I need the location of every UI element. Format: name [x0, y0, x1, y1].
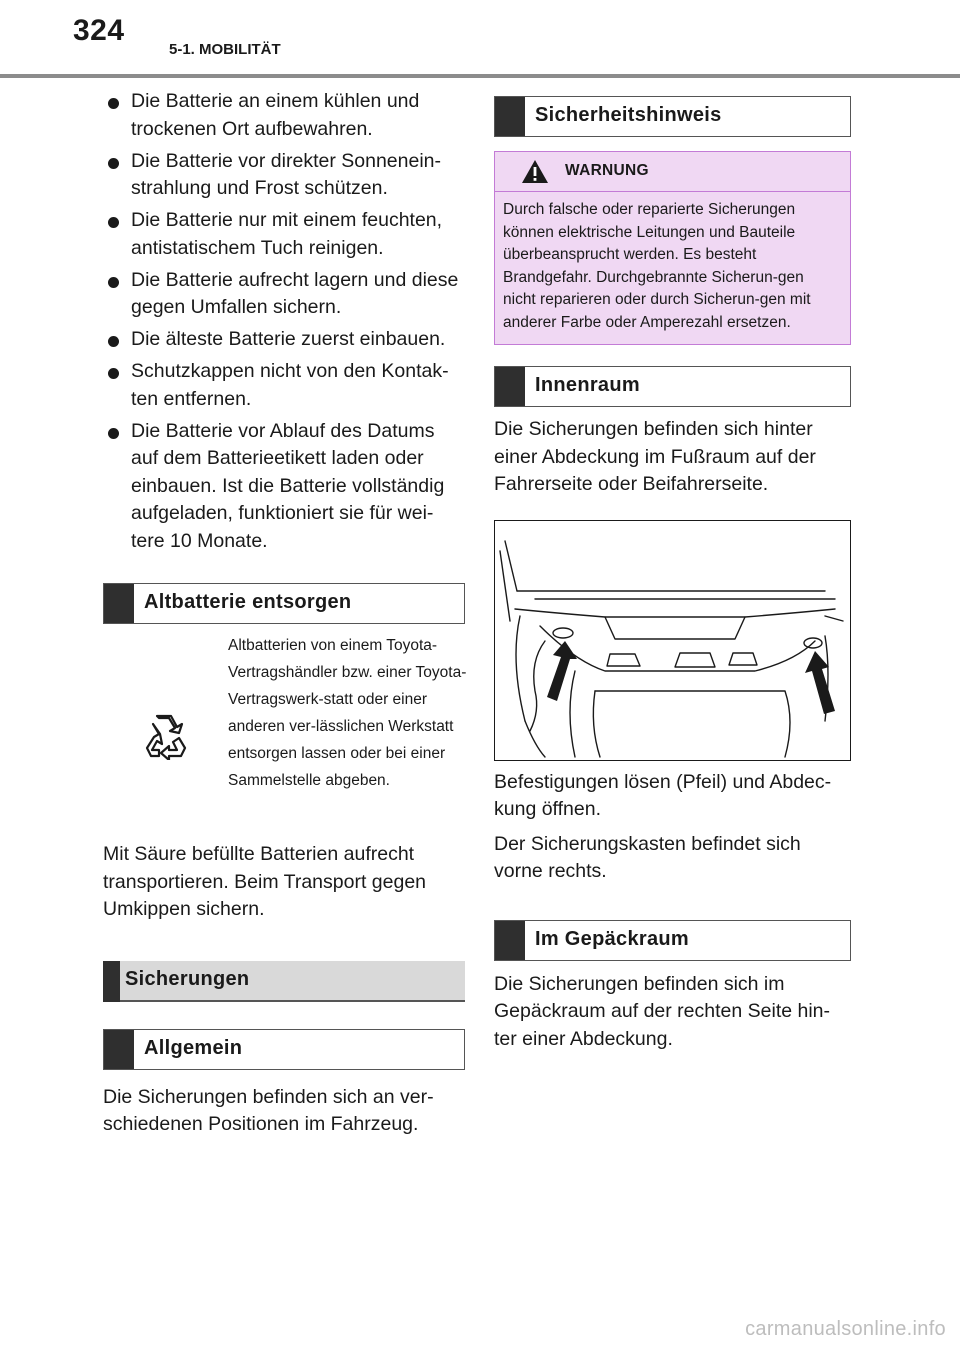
- bullet-item: Die älteste Batterie zuerst einbauen.: [103, 326, 465, 354]
- gepaeckraum-paragraph: Die Sicherungen befinden sich im Gepäckraum auf der rechten Seite hin-ter einer Abdeckung.: [494, 972, 831, 1050]
- transport-paragraph: Mit Säure befüllte Batterien aufrecht transportieren. Beim Transport gegen Umkippen sichern.: [103, 843, 427, 920]
- left-column: [103, 88, 465, 1139]
- bullet-item: Schutzkappen nicht von den Kontak-ten entfernen.: [103, 358, 465, 413]
- watermark: carmanualsonline.info: [745, 1318, 946, 1340]
- bullet-item: Die Batterie vor direkter Sonnenein-strahlung und Frost schützen.: [103, 148, 465, 203]
- heading-bar: [104, 584, 134, 623]
- warning-label: WARNUNG: [565, 162, 649, 179]
- bullet-dot-icon: [108, 158, 119, 169]
- heading-sicherungen: Sicherungen: [103, 961, 465, 1002]
- heading-innenraum: Innenraum: [494, 366, 851, 407]
- bullet-dot-icon: [108, 277, 119, 288]
- heading-bar: [104, 1030, 134, 1069]
- page-number: 324: [73, 14, 125, 47]
- sicherungskasten-paragraph: Der Sicherungskasten befindet sich vorne rechts.: [494, 832, 801, 882]
- heading-altbatterie: Altbatterie entsorgen: [103, 583, 465, 624]
- bullet-dot-icon: [108, 428, 119, 439]
- heading-bar: [495, 921, 525, 960]
- recycle-text: Altbatterien von einem Toyota-Vertragshändler bzw. einer Toyota-Vertragswerk-statt oder einer anderen ver-lässlichen Werkstatt entsorgen lassen oder bei einer Sammelstelle abgeben.: [228, 637, 467, 789]
- section-title: 5-1. MOBILITÄT: [169, 41, 281, 58]
- page-header: [0, 0, 960, 80]
- bullet-item: Die Batterie aufrecht lagern und diese gegen Umfallen sichern.: [103, 267, 465, 322]
- footwell-cover-illustration: [494, 520, 851, 761]
- heading-gepaeckraum: Im Gepäckraum: [494, 920, 851, 961]
- bullet-item: Die Batterie vor Ablauf des Datums auf dem Batterieetikett laden oder einbauen. Ist die Batterie vollständig aufgeladen, funktioniert sie für wei-tere 10 Monate.: [103, 418, 465, 556]
- innenraum-paragraph: Die Sicherungen befinden sich hinter einer Abdeckung im Fußraum auf der Fahrerseite oder Beifahrerseite.: [494, 418, 816, 495]
- heading-bar: [495, 367, 525, 406]
- warning-header: [495, 152, 850, 192]
- heading-allgemein: Allgemein: [103, 1029, 465, 1070]
- bullet-dot-icon: [108, 336, 119, 347]
- befestigung-paragraph: Befestigungen lösen (Pfeil) und Abdec-kung öffnen.: [494, 770, 832, 820]
- storage-bullet-list: [103, 88, 465, 555]
- warning-box: [494, 151, 851, 345]
- heading-bar: [495, 97, 525, 136]
- heading-bar: [103, 961, 120, 1002]
- fuse-cover-drawing: [495, 521, 849, 759]
- warning-text: Durch falsche oder reparierte Sicherungen können elektrische Leitungen und Bauteile überbeansprucht werden. Es besteht Brandgefahr. Durchgebrannte Sicherun-gen nicht reparieren oder durch Sicherun-gen mit anderer Farbe oder Amperezahl ersetzen.: [495, 192, 850, 344]
- bullet-item: Die Batterie an einem kühlen und trockenen Ort aufbewahren.: [103, 88, 465, 143]
- bullet-item: Die Batterie nur mit einem feuchten, antistatischem Tuch reinigen.: [103, 207, 465, 262]
- right-column: [494, 96, 851, 1053]
- bullet-dot-icon: [108, 98, 119, 109]
- header-divider: [0, 74, 960, 78]
- heading-sicherheitshinweis: Sicherheitshinweis: [494, 96, 851, 137]
- bullet-dot-icon: [108, 368, 119, 379]
- recycle-icon: [139, 712, 189, 760]
- warning-triangle-icon: [521, 159, 549, 184]
- recycle-info: [103, 624, 465, 824]
- bullet-dot-icon: [108, 217, 119, 228]
- allgemein-paragraph: Die Sicherungen befinden sich an ver-schiedenen Positionen im Fahrzeug.: [103, 1085, 434, 1135]
